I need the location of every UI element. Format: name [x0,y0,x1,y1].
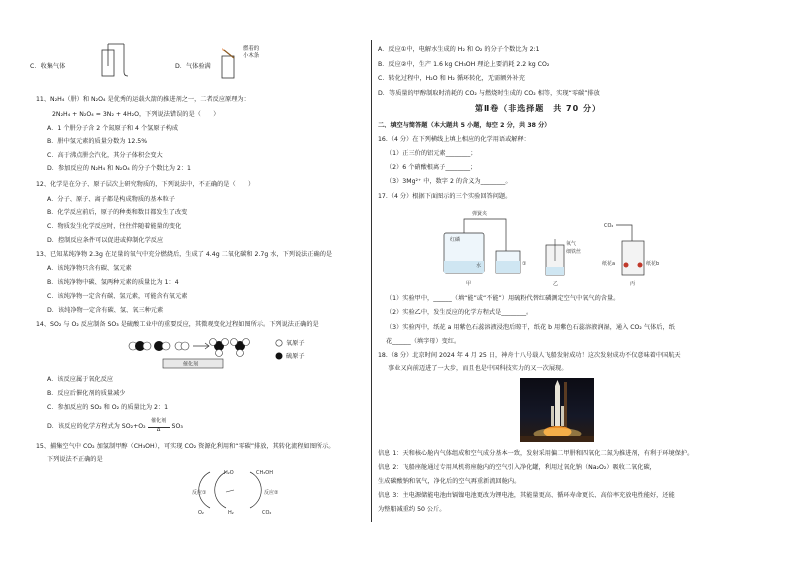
reaction2-label: 反应② [264,490,279,496]
circle-one: ① [522,261,527,267]
rocket-icon [520,378,594,442]
q15-option-c: C．转化过程中，H₂O 和 H₂ 循环转化，无需额外补充 [378,75,525,82]
reaction1-label: 反应① [192,490,207,496]
ch3oh-label: CH₃OH [256,470,273,476]
q15-stem-1: 15、捕集空气中 CO₂ 加氢制甲醇（CH₃OH），可实现 CO₂ 资源化利用和“零碳”排放，其转化流程如图所示。 [36,443,335,450]
q17-sub-3a: （3）实验丙中，纸花 a 用紫色石蕊溶液浸泡后晾干，纸花 b 用紫色石蕊溶液润湿，通入 CO₂ 气体后，纸 [386,324,675,331]
legend-oxygen-icon [275,339,283,347]
q16-sub-2: （2）6 个硝酸根离子________； [386,164,477,171]
q15-option-b: B．反应②中，生产 1.6 kg CH₃OH 理论上要消耗 2.2 kg CO₂ [378,61,550,68]
q12-option-b: B．化学反应前后，原子的种类和数目都发生了改变 [47,209,188,216]
q14-d-prefix: D．该反应的化学方程式为 SO₂+O₂ [47,423,146,430]
q14-option-c: C．参加反应的 SO₂ 和 O₂ 的质量比为 2：1 [47,404,169,411]
co2-cycle-figure [170,464,290,516]
q13-option-b: B．该纯净物中碳、氢两种元素的质量比为 1：4 [47,279,179,286]
legend-oxygen-label: 氧原子 [286,340,305,347]
q11-option-b: B．肼中氢元素的质量分数为 12.5% [47,138,148,145]
molecular-reaction-figure [125,334,265,370]
paper-flower-a-label: 纸花a [602,261,616,267]
catalyst-label: 催化剂 [183,361,199,368]
q10-option-d: D．气体验满 [175,63,211,70]
oxygen-label: 氧气 [566,241,577,247]
info-3-line-1: 信息 3：主电源储能电池由镉镍电池更改为锂电池，其能量更高、循环寿命更长、高倍率充放电性能好，还能 [378,492,675,499]
column-divider [371,40,372,522]
part-two-title: 第Ⅱ卷（非选择题 共 70 分） [475,104,601,113]
q16-stem: 16.（4 分）在下列横线上填上相应的化学用语或解释： [378,136,530,143]
q17-sub-1: （1）实验甲中，______（填“能”或“不能”）用硫粉代替红磷测定空气中氧气的含量。 [386,295,620,302]
label-yi: 乙 [553,281,559,287]
info-3-line-2: 为整船减重约 50 公斤。 [378,506,446,513]
co2-inlet-label: CO₂ [604,223,614,229]
q13-stem: 13、已知某纯净物 2.3g 在足量的氧气中充分燃烧后，生成了 4.4g 二氧化碳和 2.7g 水，下列说法正确的是 [36,251,333,258]
q18-stem-2: 事业又向前迈进了一大步，而且也是中国科技实力的又一次展现。 [388,365,568,372]
q11-option-d: D．参加反应的 N₂H₄ 和 N₂O₄ 的分子个数比为 2：1 [47,165,191,172]
q17-sub-2: （2）实验乙中，发生反应的化学方程式是________。 [386,309,533,316]
condition-top: 催化剂 [151,418,167,424]
q14-option-d [47,418,183,433]
red-phosphorus-label: 红磷 [450,237,461,243]
match-label-2: 小木条 [243,53,260,59]
experiments-figure [436,205,696,287]
q18-stem-1: 18.（8 分）北京时间 2024 年 4 月 25 日，神舟十八号载人飞船发射成功！这次发射成功不仅意味着中国航天 [378,352,681,359]
q17-stem: 17.（4 分）根据下面图示的三个实验回答问题。 [378,193,512,200]
water-label: 水 [476,263,482,269]
q15-option-a: A．反应①中，电解水生成的 H₂ 和 O₂ 的分子个数比为 2:1 [378,46,540,53]
label-bing: 丙 [630,281,636,287]
gas-test-figure [214,48,244,80]
q13-option-a: A．该纯净物只含有碳、氢元素 [47,265,132,272]
q12-option-a: A．分子、原子、离子都是构成物质的基本粒子 [47,196,175,203]
o2-label: O₂ [198,510,204,516]
h2-label: H₂ [228,510,234,516]
q12-option-d: D．控制反应条件可以促进或抑制化学反应 [47,237,164,244]
q11-equation: 2N₂H₄ + N₂O₄ = 3N₂ + 4H₂O，下列说法错误的是（ ） [52,111,220,118]
q15-stem-2: 下列说法不正确的是 [47,456,103,463]
q16-sub-3: （3）3Mg²⁺ 中，数字 2 的含义为________。 [386,178,512,185]
q13-option-c: C．该纯净物一定含有碳、氢元素，可能含有氧元素 [47,293,188,300]
info-2-line-2: 生成碳酸钠和氧气，净化后的空气再重新流回舱内。 [378,478,521,485]
gas-collection-figure [100,44,140,79]
spring-clip-label: 弹簧夹 [472,211,488,217]
q13-option-d: D．该纯净物一定含有碳、氢、氧三种元素 [47,307,164,314]
paper-flower-b-label: 纸花b [646,261,660,267]
rocket-launch-photo [520,378,594,442]
q14-stem: 14、SO₂ 与 O₂ 反应制备 SO₃ 是硫酸工业中的重要反应，其微观变化过程如图所示。下列说法正确的是 [36,321,319,328]
q11-option-c: C．高于沸点肼会汽化，其分子体积会变大 [47,152,163,159]
info-2-line-1: 信息 2：飞船座舱通过专用风机将座舱内的空气引入净化罐，利用过氧化钠（Na₂O₂）吸收二氧化碳， [378,464,656,471]
h2o-label: H₂O [224,470,234,476]
q14-d-suffix: SO₃ [171,423,183,430]
label-jia: 甲 [466,281,472,287]
q11-stem: 11、N₂H₄（肼）和 N₂O₄ 是优秀的运载火箭的推进剂之一，二者反应原理为： [36,96,250,103]
q10-option-c: C．收集气体 [30,63,66,70]
section-two-heading: 二、填空与简答题（本大题共 5 小题，每空 2 分，共 38 分） [378,122,551,129]
q16-sub-1: （1）正三价的铝元素________； [386,150,477,157]
q14-option-b: B．反应后催化剂的质量减少 [47,390,126,397]
condition-bottom: Δ [156,427,161,433]
reaction-arrow [148,418,170,433]
co2-label: CO₂ [262,510,272,516]
q15-option-d: D．等质量的甲醇制取时消耗的 CO₂ 与燃烧时生成的 CO₂ 相等，实现“零碳”排放 [378,90,600,97]
iron-wire-label: 细铁丝 [566,249,582,255]
match-label-1: 燃着的 [243,46,260,52]
q14-option-a: A．该反应属于氧化反应 [47,376,114,383]
info-1: 信息 1：天和核心舱内气体组成和空气成分基本一致，发射采用偏二甲肼和四氧化二氮为推进剂，有利于环境保护。 [378,450,694,457]
legend-sulfur-label: 硫原子 [286,353,305,360]
q12-option-c: C．物质发生化学反应时，往往伴随着能量的变化 [47,223,182,230]
q17-sub-3b: 花______（填字母）变红。 [386,338,461,345]
q11-option-a: A．1 个肼分子含 2 个氮原子和 4 个氢原子构成 [47,125,179,132]
legend-sulfur-icon [275,352,283,360]
q12-stem: 12、化学是在分子、原子层次上研究物质的，下列说法中，不正确的是（ ） [36,181,255,188]
